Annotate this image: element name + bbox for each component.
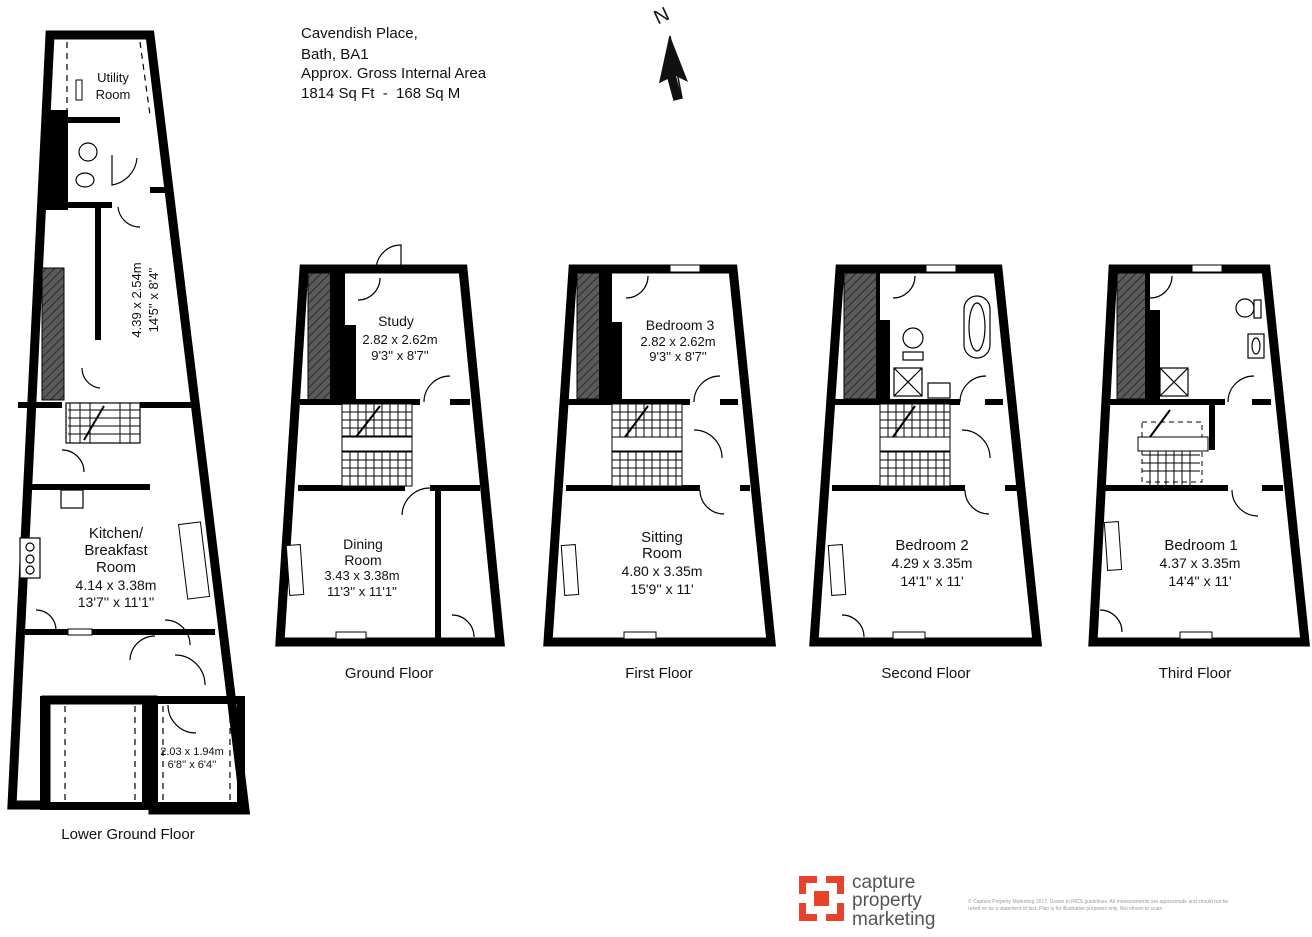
- second-floor-plan: [814, 265, 1037, 682]
- room-dimension: 4.39 x 2.54m: [129, 262, 144, 338]
- chimney-breast: [42, 268, 64, 400]
- bath-icon: [964, 296, 990, 358]
- room-label: Kitchen/: [88, 525, 144, 542]
- brand-mark-icon: [799, 876, 844, 921]
- room-label: Room: [95, 559, 137, 576]
- header-address-block: [301, 25, 487, 102]
- room-dimension: 4.37 x 3.35m: [1159, 555, 1241, 571]
- header-line: Approx. Gross Internal Area: [301, 65, 487, 82]
- room-label: Study: [378, 313, 414, 329]
- room-dimension: 9'3'' x 8'7'': [649, 349, 707, 364]
- stairs-icon: [66, 403, 140, 443]
- room-label: Room: [95, 87, 131, 102]
- room-label: Room: [641, 545, 683, 562]
- floor-title: Second Floor: [881, 665, 971, 682]
- lower-ground-floor-plan: [12, 35, 245, 843]
- room-dimension: 6'8'' x 6'4'': [167, 759, 217, 771]
- room-dimension: 11'3'' x 11'1'': [326, 584, 398, 599]
- room-dimension: 2.03 x 1.94m: [160, 746, 224, 758]
- capture-property-marketing-logo: [799, 872, 935, 930]
- room-dimension: 14'4'' x 11': [1168, 573, 1232, 589]
- brand-line: capture: [852, 872, 916, 893]
- room-label: Sitting: [641, 529, 683, 546]
- brand-line: property: [852, 890, 922, 911]
- room-dimension: 4.14 x 3.38m: [75, 577, 157, 593]
- stairs-icon: [612, 404, 682, 486]
- floor-title: Ground Floor: [344, 665, 434, 682]
- stairs-icon: [1138, 410, 1208, 486]
- room-dimension: 9'3'' x 8'7'': [371, 348, 429, 363]
- header-line: Cavendish Place,: [301, 25, 418, 42]
- room-dimension: 3.43 x 3.38m: [324, 568, 400, 583]
- chimney-breast: [1117, 273, 1147, 399]
- north-arrow-icon: [651, 3, 688, 100]
- room-dimension: 14'1'' x 11': [900, 573, 964, 589]
- room-label: Utility: [97, 70, 129, 85]
- room-label: Dining: [343, 536, 383, 552]
- toilet-icon: [903, 328, 923, 348]
- room-dimension: 2.82 x 2.62m: [640, 334, 716, 349]
- first-floor-plan: [548, 265, 771, 682]
- header-line: 1814 Sq Ft - 168 Sq M: [301, 85, 461, 102]
- floor-title: First Floor: [625, 665, 693, 682]
- room-dimension: 13'7'' x 11'1'': [77, 594, 155, 610]
- legal-disclaimer: © Capture Property Marketing 2017. Drawn to RICS guidelines. All measurements are approximate and should not be relied on as a statement of fact. Plan is for illustrative purposes only. Not shown to scale.: [968, 899, 1229, 912]
- vault-left-wall: [44, 700, 154, 806]
- stairs-icon: [342, 404, 412, 486]
- room-dimension: 14'5'' x 8'4'': [146, 267, 161, 333]
- third-floor-plan: [1093, 265, 1305, 682]
- party-wall: [44, 110, 68, 210]
- chimney-breast: [844, 273, 878, 399]
- room-label: Bedroom 1: [1164, 537, 1238, 554]
- room-label: Bedroom 3: [645, 317, 715, 333]
- room-label: Breakfast: [84, 542, 148, 559]
- room-dimension: 4.80 x 3.35m: [621, 563, 703, 579]
- room-dimension: 4.29 x 3.35m: [891, 555, 973, 571]
- basin-icon: [928, 383, 950, 398]
- room-label: Room: [344, 552, 382, 568]
- sink-icon: [61, 490, 83, 508]
- room-dimension: 2.82 x 2.62m: [362, 332, 438, 347]
- chimney-breast: [577, 273, 601, 399]
- room-dimension: 15'9'' x 11': [630, 581, 694, 597]
- hob-icon: [20, 538, 40, 578]
- chimney-breast: [308, 273, 332, 401]
- room-label: Bedroom 2: [895, 537, 969, 554]
- north-label: N: [650, 3, 673, 30]
- floor-title: Lower Ground Floor: [61, 826, 195, 843]
- brand-line: marketing: [852, 909, 936, 930]
- toilet-icon: [1236, 299, 1254, 317]
- stairs-icon: [880, 404, 950, 486]
- floor-title: Third Floor: [1158, 665, 1232, 682]
- ground-floor-plan: [280, 245, 500, 682]
- header-line: Bath, BA1: [301, 46, 369, 63]
